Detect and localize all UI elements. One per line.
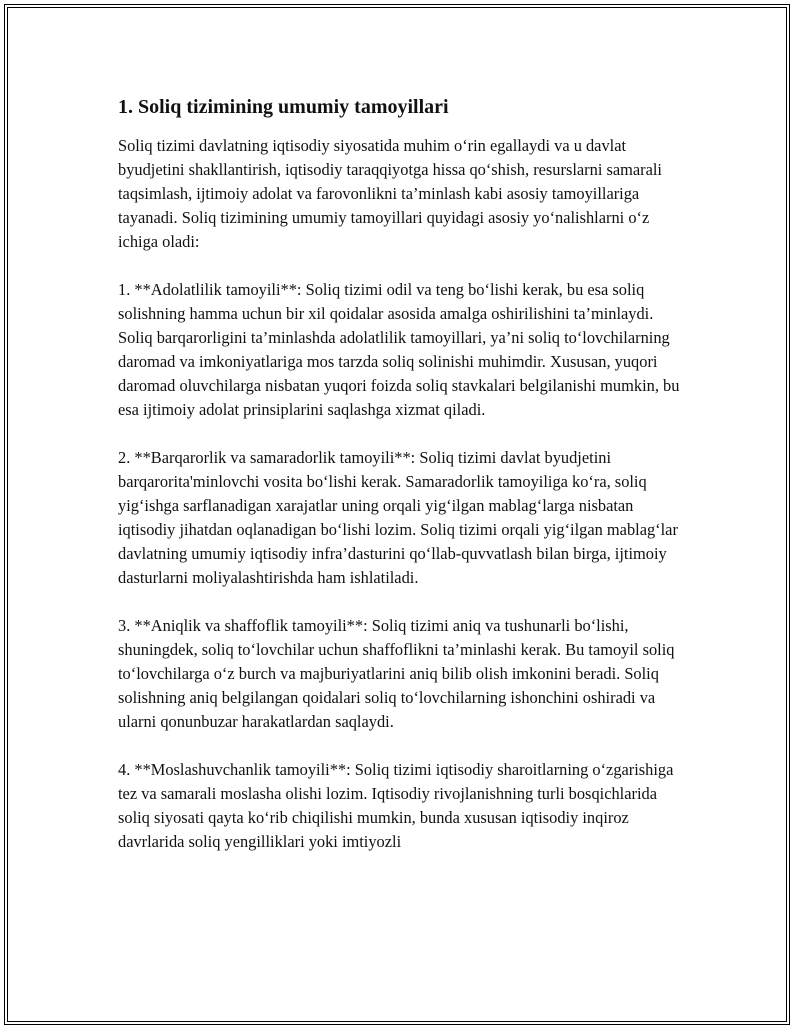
principle-fairness-paragraph: 1. **Adolatlilik tamoyili**: Soliq tizimi odil va teng bo‘lishi kerak, bu esa soliq solishning hamma uchun bir xil qoidalar asosida amalga oshirilishini ta’minlaydi. Soliq barqarorligini ta’minlashda adolatlilik tamoyillari, ya’ni soliq to‘lovchilarning daromad va imkoniyatlariga mos tarzda soliq solinishi muhimdir. Xususan, yuqori daromad oluvchilarga nisbatan yuqori foizda soliq stavkalari belgilanishi mumkin, bu esa ijtimoiy adolat prinsiplarini saqlashga xizmat qiladi. xyxy=(118,280,680,419)
section-title: 1. Soliq tizimining umumiy tamoyillari xyxy=(118,96,449,118)
principle-transparency-paragraph: 3. **Aniqlik va shaffoflik tamoyili**: Soliq tizimi aniq va tushunarli bo‘lishi, shuningdek, soliq to‘lovchilar uchun shaffoflikni ta’minlashi kerak. Bu tamoyil soliq to‘lovchilarga o‘z burch va majburiyatlarini aniq bilib olish imkonini beradi. Soliq solishning aniq belgilangan qoidalari soliq to‘lovchilarning ishonchini oshiradi va ularni qonunbuzar harakatlardan saqlaydi. xyxy=(118,616,675,731)
intro-paragraph: Soliq tizimi davlatning iqtisodiy siyosatida muhim o‘rin egallaydi va u davlat byudjetini shakllantirish, iqtisodiy taraqqiyotga hissa qo‘shish, resurslarni samarali taqsimlash, ijtimoiy adolat va farovonlikni ta’minlash kabi asosiy tamoyillariga tayanadi. Soliq tizimining umumiy tamoyillari quyidagi asosiy yo‘nalishlarni o‘z ichiga oladi: xyxy=(118,136,662,251)
document-body xyxy=(118,94,684,878)
principle-stability-paragraph: 2. **Barqarorlik va samaradorlik tamoyili**: Soliq tizimi davlat byudjetini barqarorita'minlovchi vosita bo‘lishi kerak. Samaradorlik tamoyiliga ko‘ra, soliq yig‘ishga sarflanadigan xarajatlar uning orqali yig‘ilgan mablag‘larga nisbatan iqtisodiy jihatdan oqlanadigan bo‘lishi lozim. Soliq tizimi orqali yig‘ilgan mablag‘lar davlatning umumiy iqtisodiy infra’dasturini qo‘llab-quvvatlash bilan birga, ijtimoiy dasturlarni moliyalashtirishda ham ishlatiladi. xyxy=(118,448,678,587)
principle-flexibility-paragraph: 4. **Moslashuvchanlik tamoyili**: Soliq tizimi iqtisodiy sharoitlarning o‘zgarishiga tez va samarali moslasha olishi lozim. Iqtisodiy rivojlanishning turli bosqichlarida soliq siyosati qayta ko‘rib chiqilishi mumkin, bunda xususan iqtisodiy inqiroz davrlarida soliq yengilliklari yoki imtiyozli xyxy=(118,760,674,851)
